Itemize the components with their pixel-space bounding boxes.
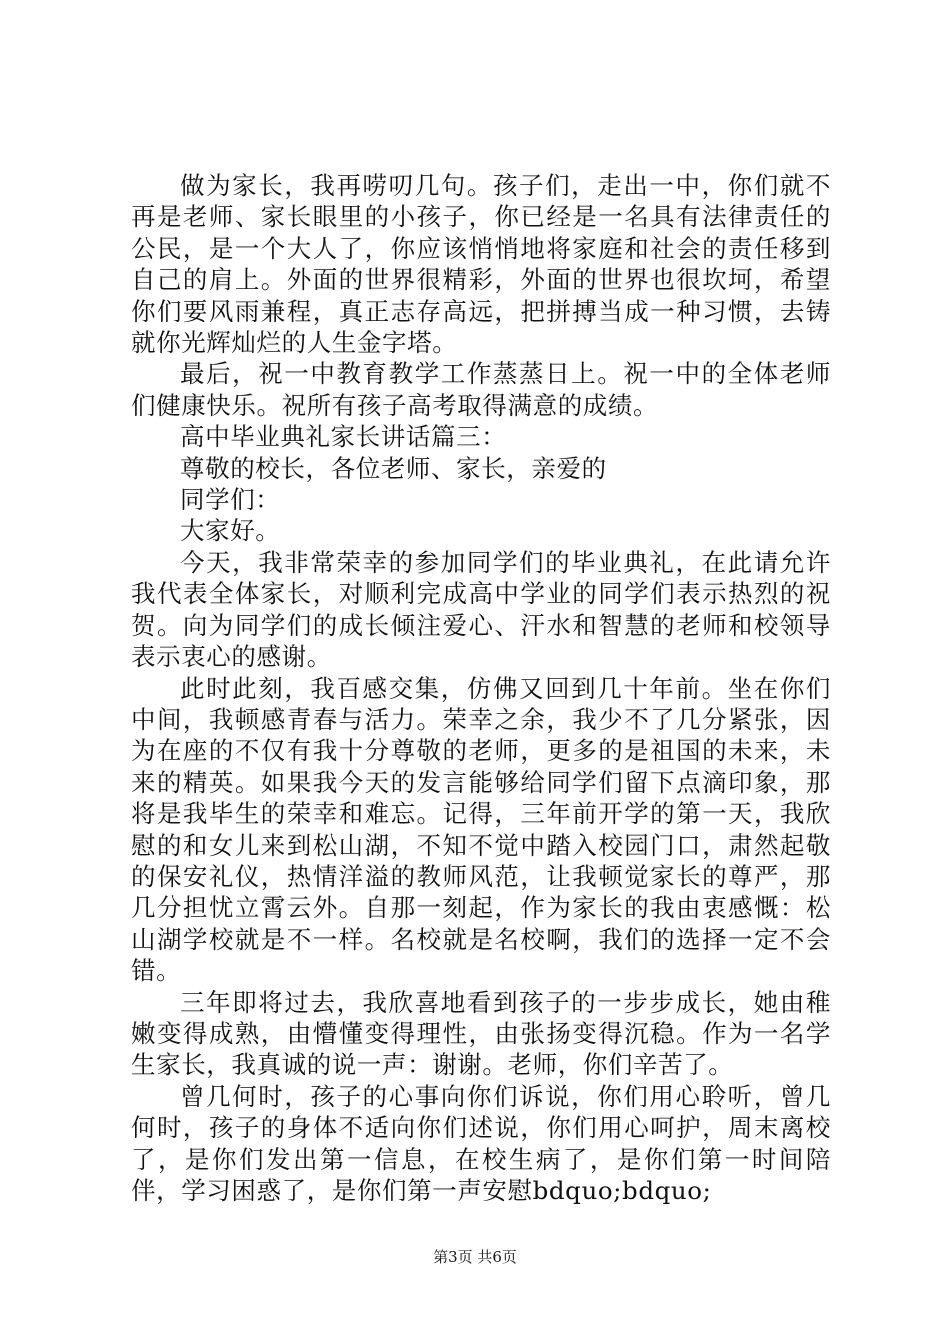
paragraph: 最后，祝一中教育教学工作蒸蒸日上。祝一中的全体老师们健康快乐。祝所有孩子高考取得满意的成绩。 xyxy=(131,359,831,420)
salutation-line: 尊敬的校长，各位老师、家长，亲爱的 xyxy=(180,453,607,483)
paragraph: 此时此刻，我百感交集，仿佛又回到几十年前。坐在你们中间，我顿感青春与活力。荣幸之余，我少不了几分紧张，因为在座的不仅有我十分尊敬的老师，更多的是祖国的未来，未来的精英。如果我今天的发言能够给同学们留下点滴印象，那将是我毕生的荣幸和难忘。记得，三年前开学的第一天，我欣慰的和女儿来到松山湖，不知不觉中踏入校园门口，肃然起敬的保安礼仪，热情洋溢的教师风范，让我顿觉家长的尊严，那几分担忧立霄云外。自那一刻起，作为家长的我由衷感慨：松山湖学校就是不一样。名校就是名校啊，我们的选择一定不会错。 xyxy=(131,673,831,986)
body-text xyxy=(131,170,831,1206)
paragraph: 今天，我非常荣幸的参加同学们的毕业典礼，在此请允许我代表全体家长，对顺利完成高中学业的同学们表示热烈的祝贺。向为同学们的成长倾注爱心、汗水和智慧的老师和校领导表示衷心的感谢。 xyxy=(131,547,831,672)
paragraph: 做为家长，我再唠叨几句。孩子们，走出一中，你们就不再是老师、家长眼里的小孩子，你已经是一名具有法律责任的公民，是一个大人了，你应该悄悄地将家庭和社会的责任移到自己的肩上。外面的世界很精彩，外面的世界也很坎坷，希望你们要风雨兼程，真正志存高远，把拼搏当成一种习惯，去铸就你光辉灿烂的人生金字塔。 xyxy=(131,171,831,358)
salutation-line: 同学们： xyxy=(180,485,281,515)
paragraph: 曾几何时，孩子的心事向你们诉说，你们用心聆听，曾几何时，孩子的身体不适向你们述说，你们用心呵护，周末离校了，是你们发出第一信息，在校生病了，是你们第一时间陪伴，学习困惑了，是你们第一声安慰bdquo;bdquo; xyxy=(131,1081,831,1205)
paragraph: 三年即将过去，我欣喜地看到孩子的一步步成长，她由稚嫩变得成熟，由懵懂变得理性，由张扬变得沉稳。作为一名学生家长，我真诚的说一声：谢谢。老师，你们辛苦了。 xyxy=(131,987,831,1080)
section-heading: 高中毕业典礼家长讲话篇三： xyxy=(180,422,507,452)
greeting-line: 大家好。 xyxy=(180,516,281,546)
page-number-footer: 第3页 共6页 xyxy=(433,1248,517,1266)
